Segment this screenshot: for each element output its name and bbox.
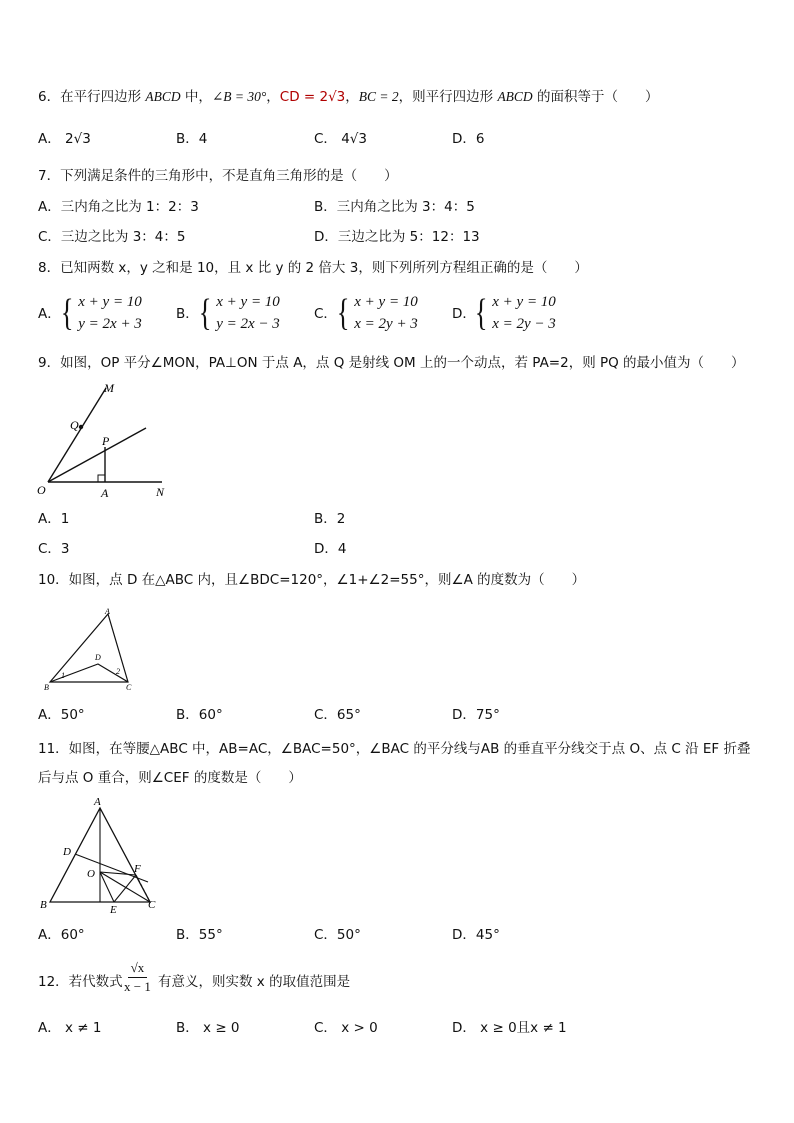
segment-of xyxy=(100,872,136,875)
question-7-stem: 7．下列满足条件的三角形中，不是直角三角形的是（ ） xyxy=(38,168,398,184)
label-a: A xyxy=(105,607,110,616)
question-8-option-c-label: C． xyxy=(314,306,337,322)
question-8-option-c[interactable] xyxy=(334,291,418,335)
label-c: C xyxy=(126,683,132,692)
question-11-stem-line-1: 11．如图，在等腰△ABC 中，AB=AC，∠BAC=50°，∠BAC 的平分线与AB 的垂直平分线交于点 O、点 C 沿 EF 折叠 xyxy=(38,741,751,757)
question-9-option-a[interactable]: A．1 xyxy=(38,511,70,527)
question-12-option-c[interactable]: C． x > 0 xyxy=(314,1020,378,1036)
question-9-option-d[interactable]: D．4 xyxy=(314,541,347,557)
question-6-option-d[interactable]: D．6 xyxy=(452,131,485,147)
question-10-option-c[interactable]: C．65° xyxy=(314,707,361,723)
question-7-option-d[interactable]: D．三边之比为 5：12：13 xyxy=(314,229,480,245)
question-10-option-d[interactable]: D．75° xyxy=(452,707,500,723)
question-10-option-b[interactable]: B．60° xyxy=(176,707,223,723)
label-a: A xyxy=(94,796,101,808)
equation-2: x = 2y + 3 xyxy=(354,316,418,332)
label-f: F xyxy=(134,863,141,875)
question-11-stem-line-2: 后与点 O 重合，则∠CEF 的度数是（ ） xyxy=(38,770,302,786)
question-9-option-b[interactable]: B．2 xyxy=(314,511,346,527)
equation-2: y = 2x + 3 xyxy=(78,316,142,332)
label-o: O xyxy=(37,483,46,497)
label-q: Q xyxy=(70,418,79,432)
question-6-stem: 6．在平行四边形 ABCD 中，∠B = 30°，CD = 2√3，BC = 2，则平行四边形 ABCD 的面积等于（ ） xyxy=(38,89,659,105)
question-9-stem: 9．如图，OP 平分∠MON，PA⊥ON 于点 A，点 Q 是射线 OM 上的一个动点，若 PA=2，则 PQ 的最小值为（ ） xyxy=(38,355,745,371)
label-b: B xyxy=(40,899,47,911)
label-n: N xyxy=(156,485,165,499)
question-11-option-a[interactable]: A．60° xyxy=(38,927,85,943)
question-11-option-d[interactable]: D．45° xyxy=(452,927,500,943)
brace-icon: { xyxy=(474,292,488,334)
question-10-option-a[interactable]: A．50° xyxy=(38,707,85,723)
label-c: C xyxy=(148,899,156,911)
question-12-option-b[interactable]: B． x ≥ 0 xyxy=(176,1020,240,1036)
label-m: M xyxy=(104,381,114,395)
question-6-option-b[interactable]: B．4 xyxy=(176,131,208,147)
question-8-option-d-label: D． xyxy=(452,306,476,322)
question-12-stem-prefix: 12．若代数式 xyxy=(38,974,123,990)
question-7-option-a[interactable]: A．三内角之比为 1：2：3 xyxy=(38,199,199,215)
question-8-option-d[interactable] xyxy=(472,291,556,335)
equation-2: y = 2x − 3 xyxy=(216,316,280,332)
label-o: O xyxy=(87,868,95,880)
label-d: D xyxy=(63,846,71,858)
equation-1: x + y = 10 xyxy=(492,294,556,310)
right-angle-mark xyxy=(98,475,105,482)
question-8-option-b-label: B． xyxy=(176,306,199,322)
brace-icon: { xyxy=(336,292,350,334)
label-p: P xyxy=(102,434,110,448)
equation-1: x + y = 10 xyxy=(354,294,418,310)
triangle-abc-figure xyxy=(40,604,144,694)
question-10-stem: 10．如图，点 D 在△ABC 内，且∠BDC=120°，∠1+∠2=55°，则∠A 的度数为（ ） xyxy=(38,572,586,588)
point-q xyxy=(79,425,83,429)
label-d: D xyxy=(95,653,101,662)
fold-line-ef xyxy=(114,875,136,902)
question-8-option-a[interactable] xyxy=(58,291,142,335)
question-12-fraction xyxy=(124,960,151,995)
question-12-option-d[interactable]: D． x ≥ 0且x ≠ 1 xyxy=(452,1020,567,1036)
angle-bisector-figure xyxy=(34,378,184,504)
label-angle-1: 1 xyxy=(61,671,65,680)
fraction-numerator: √x xyxy=(128,960,148,978)
fraction-denominator: x − 1 xyxy=(124,979,151,994)
label-e: E xyxy=(110,904,117,914)
question-8-option-a-label: A． xyxy=(38,306,61,322)
question-8-option-b[interactable] xyxy=(196,291,280,335)
ray-om xyxy=(48,388,106,482)
label-angle-2: 2 xyxy=(116,667,120,676)
ray-op xyxy=(48,428,146,482)
question-7-option-b[interactable]: B．三内角之比为 3：4：5 xyxy=(314,199,475,215)
question-12-stem-suffix: 有意义，则实数 x 的取值范围是 xyxy=(158,974,351,990)
brace-icon: { xyxy=(198,292,212,334)
question-11-option-b[interactable]: B．55° xyxy=(176,927,223,943)
question-11-option-c[interactable]: C．50° xyxy=(314,927,361,943)
question-8-stem: 8．已知两数 x，y 之和是 10，且 x 比 y 的 2 倍大 3，则下列所列方程组正确的是（ ） xyxy=(38,260,588,276)
isosceles-triangle-figure xyxy=(36,792,162,914)
question-12-option-a[interactable]: A． x ≠ 1 xyxy=(38,1020,102,1036)
brace-icon: { xyxy=(60,292,74,334)
equation-2: x = 2y − 3 xyxy=(492,316,556,332)
question-7-option-c[interactable]: C．三边之比为 3：4：5 xyxy=(38,229,186,245)
question-6-option-a[interactable]: A． 2√3 xyxy=(38,131,91,147)
label-a: A xyxy=(101,486,109,500)
equation-1: x + y = 10 xyxy=(216,294,280,310)
question-6-option-c[interactable]: C． 4√3 xyxy=(314,131,367,147)
question-9-option-c[interactable]: C．3 xyxy=(38,541,70,557)
label-b: B xyxy=(44,683,49,692)
equation-1: x + y = 10 xyxy=(78,294,142,310)
